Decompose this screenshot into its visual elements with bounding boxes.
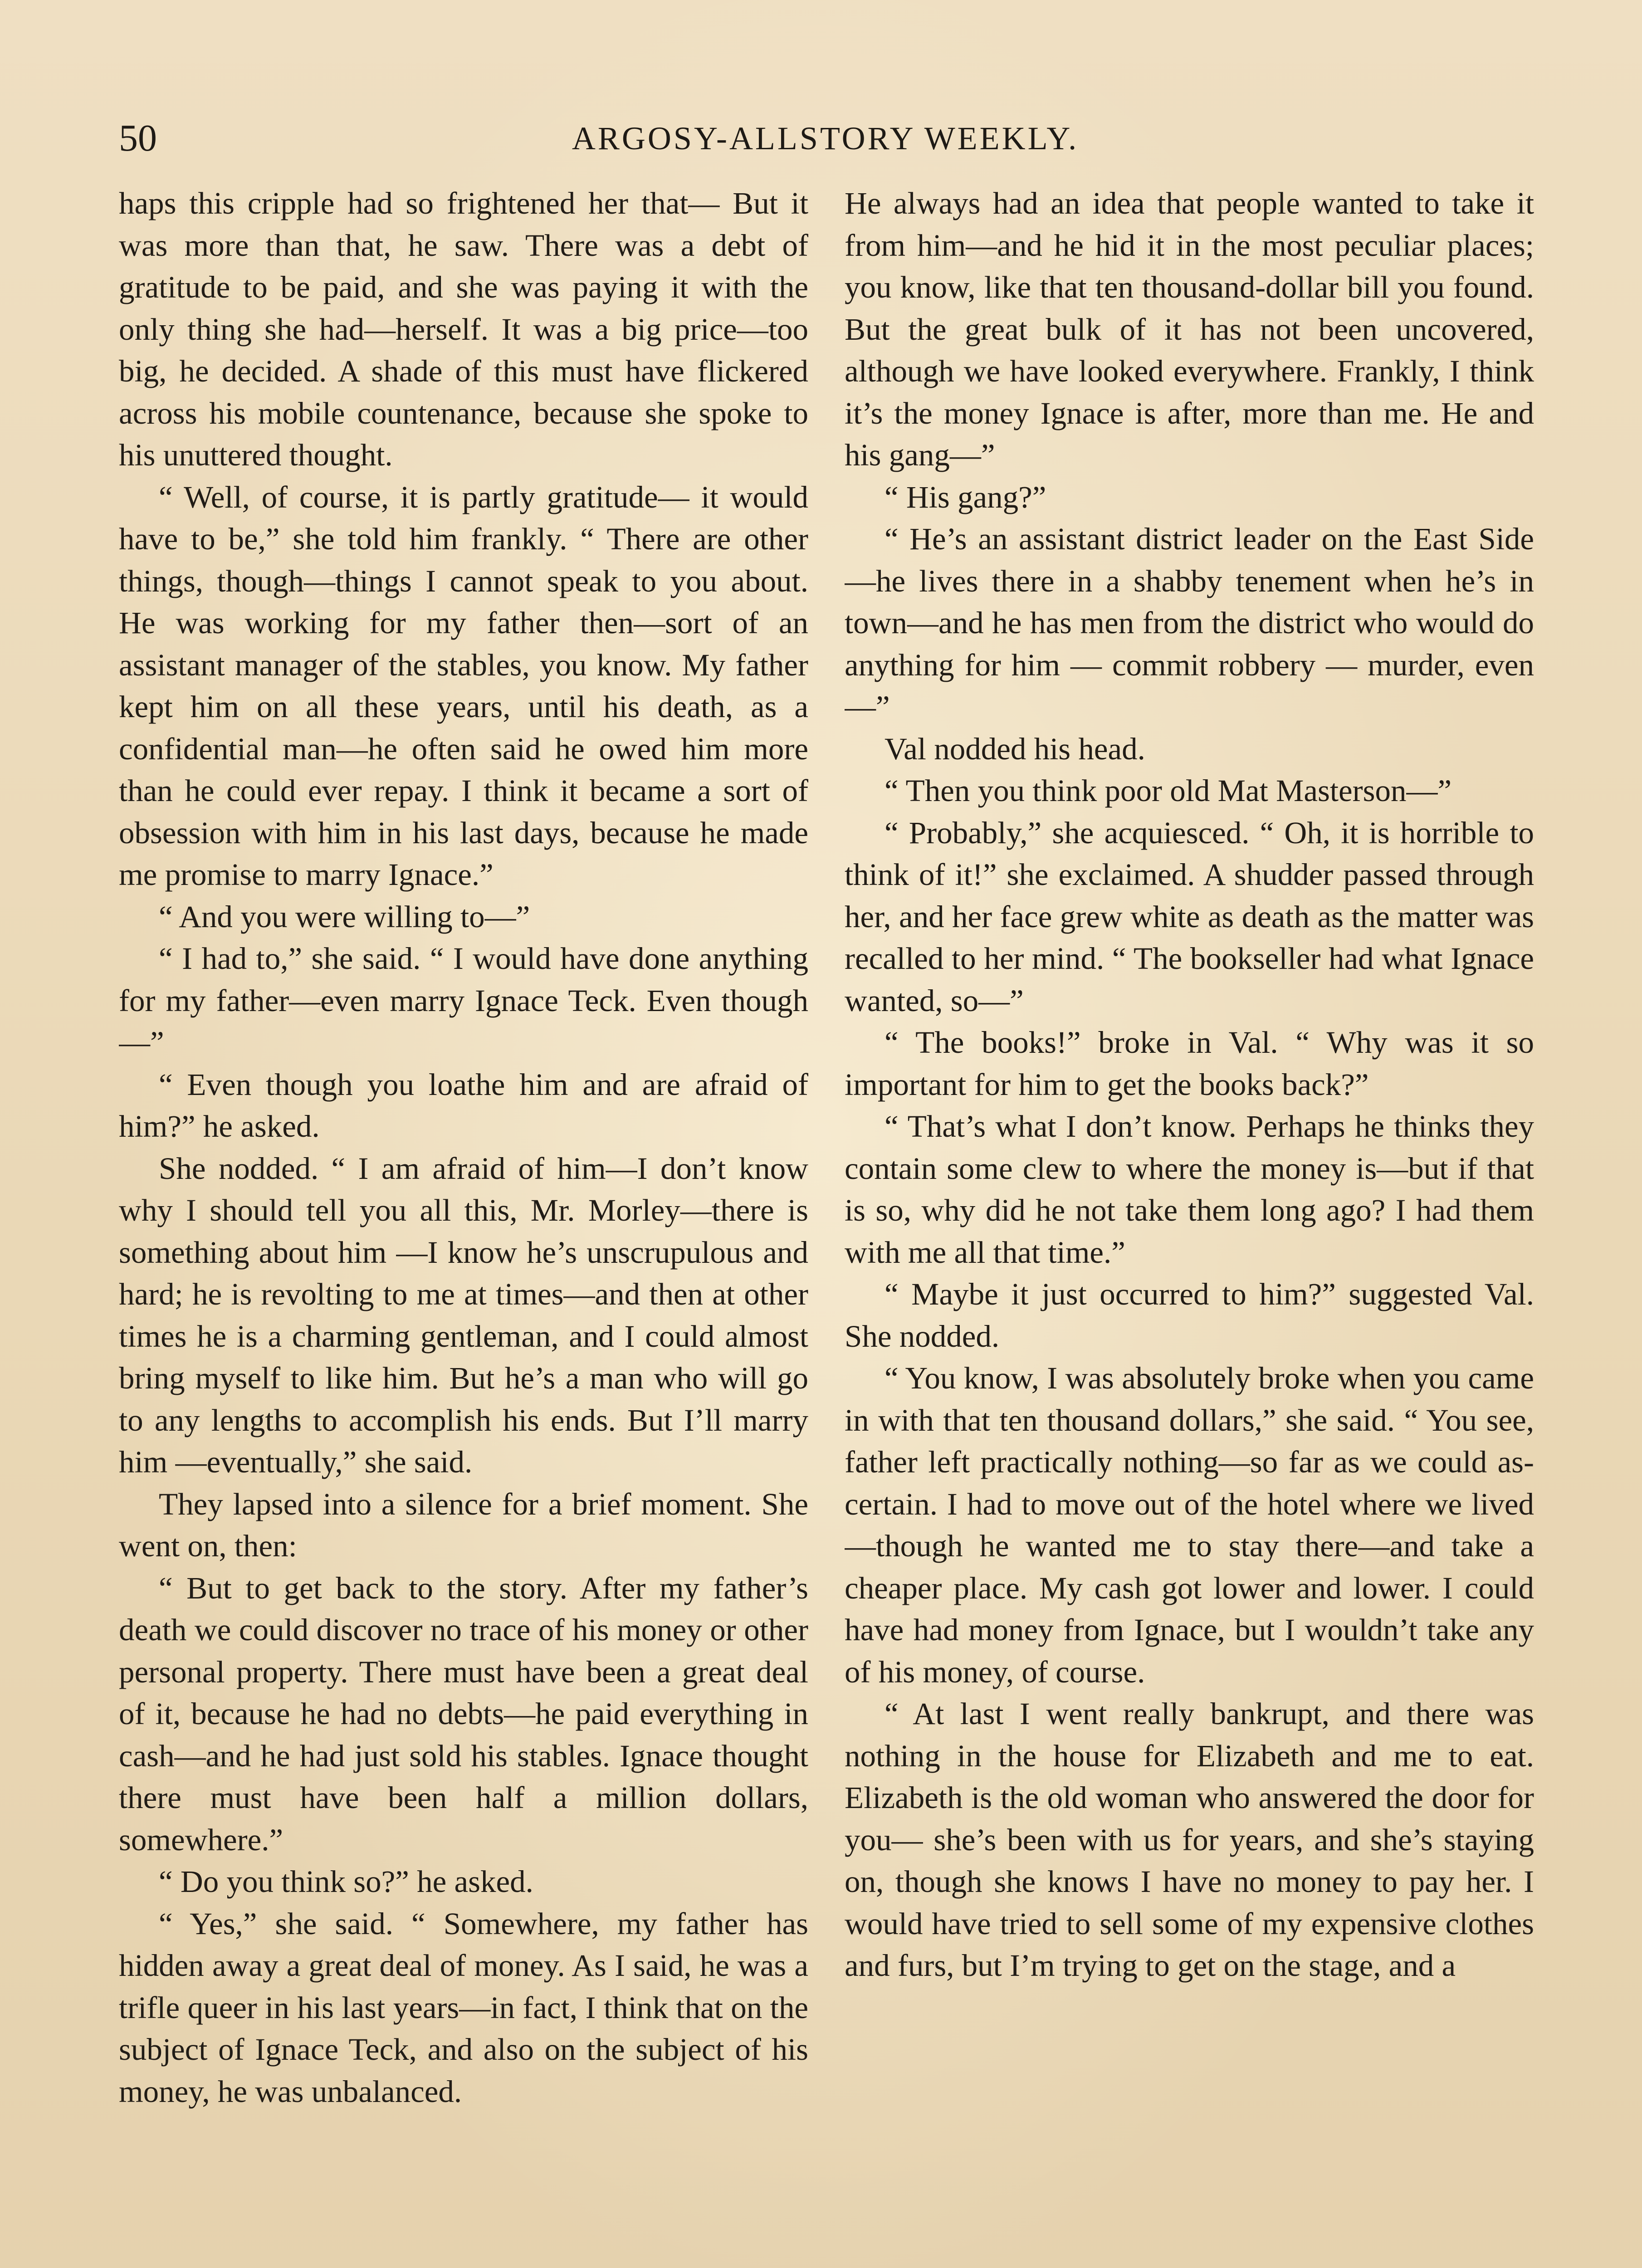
paragraph: “ I had to,” she said. “ I would have done anything for my father—even marry Ignace Teck. Even though—” <box>119 941 808 1060</box>
paragraph: “ At last I went really bankrupt, and there was nothing in the house for Elizabeth and me to eat. Elizabeth is the old woman who answered the door for you— she’s been with us for years, and she’s staying on, though she knows I have no money to pay her. I would have tried to sell some of my expensive clothes and furs, but I’m trying to get on the stage, and a <box>845 1696 1534 1983</box>
paragraph: “ The books!” broke in Val. “ Why was it so important for him to get the books back?” <box>845 1025 1534 1102</box>
paragraph: She nodded. “ I am afraid of him—I don’t know why I should tell you all this, Mr. Morley—there is something about him —I know he’s unscrupulous and hard; he is revolting to me at times—and then at other times he is a charming gentleman, and I could almost bring myself to like him. But he’s a man who will go to any lengths to accomplish his ends. But I’ll marry him —eventually,” she said. <box>119 1151 808 1479</box>
left-column <box>119 182 808 2268</box>
paragraph: “ Well, of course, it is partly gratitude— it would have to be,” she told him frankly. “ There are other things, though—things I cannot speak to you about. He was working for my father then—sort of an assistant manager of the stables, you know. My father kept him on all these years, until his death, as a confidential man—he often said he owed him more than he could ever repay. I think it became a sort of obsession with him in his last days, because he made me promise to marry Ignace.” <box>119 479 808 892</box>
paragraph: haps this cripple had so frightened her that— But it was more than that, he saw. There was a debt of gratitude to be paid, and she was paying it with the only thing she had—herself. It was a big price—too big, he decided. A shade of this must have flickered across his mobile countenance, because she spoke to his unuttered thought. <box>119 186 808 472</box>
right-column <box>845 182 1534 2268</box>
paragraph: “ That’s what I don’t know. Perhaps he thinks they contain some clew to where the money is—but if that is so, why did he not take them long ago? I had them with me all that time.” <box>845 1109 1534 1270</box>
paragraph: “ Probably,” she acquiesced. “ Oh, it is horrible to think of it!” she exclaimed. A shudder passed through her, and her face grew white as death as the matter was recalled to her mind. “ The bookseller had what Ignace wanted, so—” <box>845 815 1534 1018</box>
paragraph: “ But to get back to the story. After my father’s death we could discover no trace of his money or other personal property. There must have been a great deal of it, because he had no debts—he paid everything in cash—and he had just sold his stables. Ignace thought there must have been half a million dollars, somewhere.” <box>119 1570 808 1857</box>
paragraph: “ Do you think so?” he asked. <box>159 1864 533 1899</box>
paragraph: “ And you were willing to—” <box>159 899 530 934</box>
paragraph: “ Then you think poor old Mat Masterson—” <box>885 773 1452 808</box>
paragraph: They lapsed into a silence for a brief moment. She went on, then: <box>119 1486 808 1563</box>
paragraph: “ You know, I was absolutely broke when you came in with that ten thousand dollars,” she said. “ You see, father left practically nothing—so far as we could ascertain. I had to move out of the hotel where we lived—though he wanted me to stay there—and take a cheaper place. My cash got lower and lower. I could have had money from Ignace, but I wouldn’t take any of his money, of course. <box>845 1361 1534 1689</box>
paragraph: “ His gang?” <box>885 479 1046 514</box>
page-number: 50 <box>119 117 157 159</box>
paragraph: Val nodded his head. <box>885 731 1145 766</box>
running-title: ARGOSY-ALLSTORY WEEKLY. <box>572 120 1079 156</box>
paragraph: “ He’s an assistant district leader on the East Side—he lives there in a shabby tenement when he’s in town—and he has men from the district who would do anything for him — commit robbery — murder, even—” <box>845 522 1534 724</box>
paragraph: “ Maybe it just occurred to him?” suggested Val. She nodded. <box>845 1277 1534 1354</box>
paragraph: He always had an idea that people wanted to take it from him—and he hid it in the most peculiar places; you know, like that ten thousand-dollar bill you found. But the great bulk of it has not been uncovered, although we have looked everywhere. Frankly, I think it’s the money Ignace is after, more than me. He and his gang—” <box>845 186 1534 472</box>
paragraph: “ Yes,” she said. “ Somewhere, my father has hidden away a great deal of money. As I said, he was a trifle queer in his last years—in fact, I think that on the subject of Ignace Teck, and also on the subject of his money, he was unbalanced. <box>119 1906 808 2109</box>
page-header <box>119 116 1532 166</box>
paragraph: “ Even though you loathe him and are afraid of him?” he asked. <box>119 1067 808 1144</box>
